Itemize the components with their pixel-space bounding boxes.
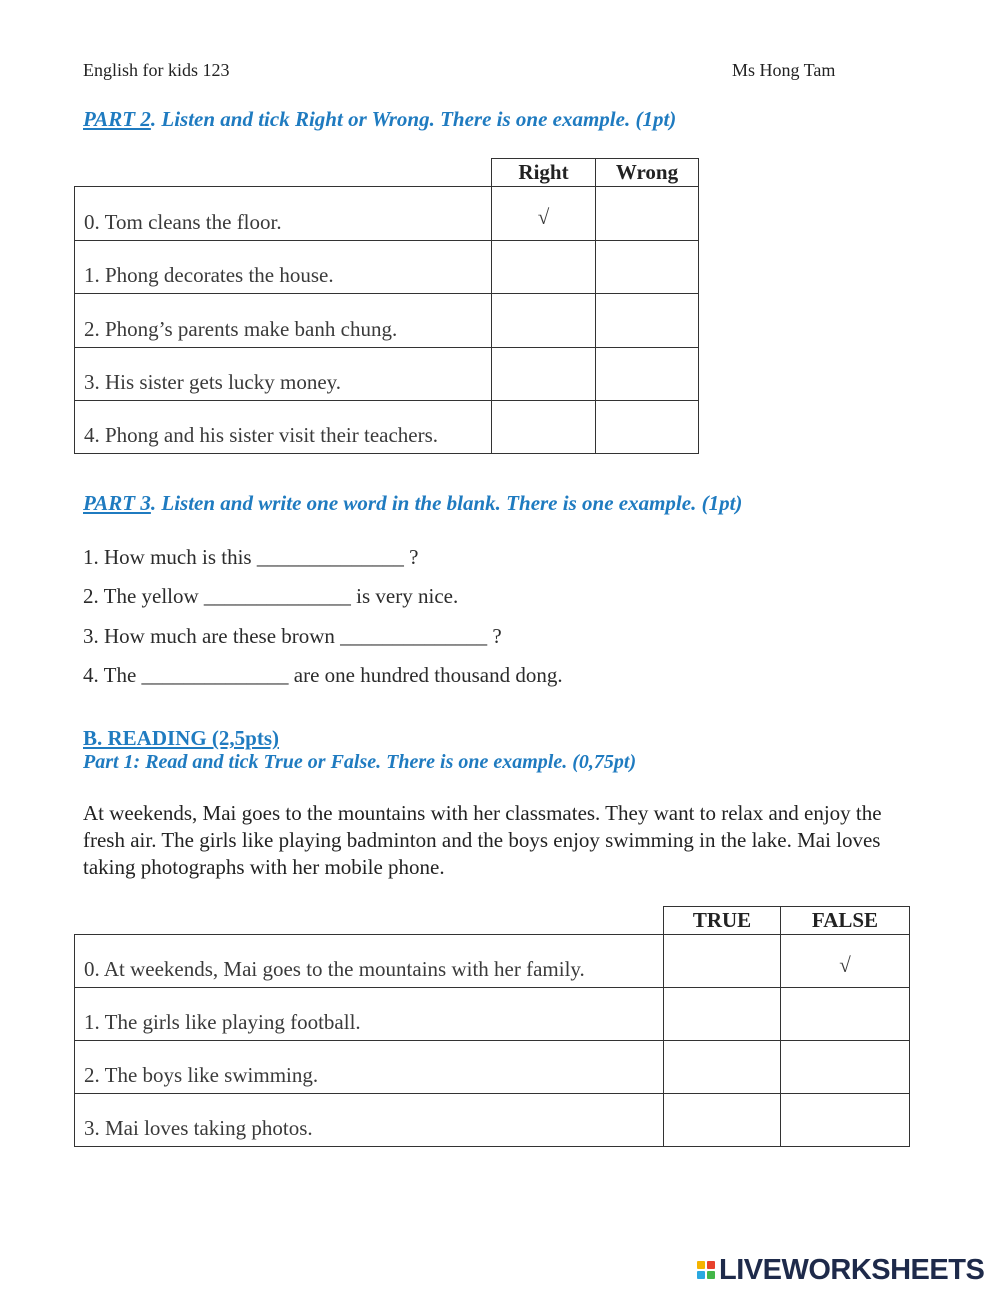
reading-row-2-true-cell[interactable] [664,1041,781,1094]
reading-row-0-text: 0. At weekends, Mai goes to the mountains with her family. [75,935,664,988]
reading-col-false: FALSE [781,907,910,935]
table-row [75,187,699,241]
header-left: English for kids 123 [83,60,230,80]
part2-heading-text: . Listen and tick Right or Wrong. There is one example. (1pt) [150,107,677,131]
reading-row-3-text: 3. Mai loves taking photos. [75,1094,664,1147]
part2-row-0-right-cell[interactable]: √ [492,187,596,241]
part2-row-4-text: 4. Phong and his sister visit their teachers. [75,401,492,454]
reading-row-1-true-cell[interactable] [664,988,781,1041]
part3-heading-label: PART 3 [83,491,151,515]
table-row [75,241,699,294]
reading-row-0-false-cell[interactable]: √ [781,935,910,988]
reading-row-2-false-cell[interactable] [781,1041,910,1094]
part2-col-right: Right [492,159,596,187]
part2-row-2-text: 2. Phong’s parents make banh chung. [75,294,492,348]
part2-header-blank [75,159,492,187]
part2-row-3-right-cell[interactable] [492,348,596,401]
part2-col-wrong: Wrong [596,159,699,187]
part3-question-1[interactable]: 1. How much is this ______________ ? [83,545,419,569]
reading-row-1-false-cell[interactable] [781,988,910,1041]
part2-heading-label: PART 2 [83,107,151,131]
reading-table [74,906,910,1147]
logo-text: LIVEWORKSHEETS [719,1253,985,1286]
reading-col-true: TRUE [664,907,781,935]
table-row [75,294,699,348]
logo-square-1 [697,1261,705,1269]
header-right: Ms Hong Tam [732,60,836,80]
part2-row-0-text: 0. Tom cleans the floor. [75,187,492,241]
part2-table [74,158,699,454]
part3-heading [83,491,742,516]
reading-header-blank [75,907,664,935]
part3-heading-text: . Listen and write one word in the blank. There is one example. (1pt) [150,491,743,515]
part2-row-0-wrong-cell[interactable] [596,187,699,241]
table-row [75,1041,910,1094]
reading-row-3-false-cell[interactable] [781,1094,910,1147]
logo-square-4 [707,1271,715,1279]
part3-question-3[interactable]: 3. How much are these brown ______________ ? [83,624,502,648]
part2-row-1-right-cell[interactable] [492,241,596,294]
table-row [75,1094,910,1147]
part2-row-2-wrong-cell[interactable] [596,294,699,348]
reading-row-0-true-cell[interactable] [664,935,781,988]
reading-paragraph: At weekends, Mai goes to the mountains with her classmates. They want to relax and enjoy the fresh air. The girls like playing badminton and the boys enjoy swimming in the lake. Mai loves taking photographs with her mobile phone. [83,801,882,879]
part2-row-2-right-cell[interactable] [492,294,596,348]
liveworksheets-logo[interactable] [697,1255,984,1285]
logo-square-2 [707,1261,715,1269]
table-row [75,988,910,1041]
part2-row-3-text: 3. His sister gets lucky money. [75,348,492,401]
reading-row-2-text: 2. The boys like swimming. [75,1041,664,1094]
table-row [75,401,699,454]
part2-row-3-wrong-cell[interactable] [596,348,699,401]
logo-grid-icon [697,1261,715,1279]
part2-row-1-text: 1. Phong decorates the house. [75,241,492,294]
reading-row-1-text: 1. The girls like playing football. [75,988,664,1041]
reading-title: B. READING (2,5pts) [83,726,280,750]
part3-question-4[interactable]: 4. The ______________ are one hundred thousand dong. [83,663,563,687]
reading-part1-heading: Part 1: Read and tick True or False. There is one example. (0,75pt) [83,751,637,773]
part2-header-row [75,159,699,187]
part3-question-2[interactable]: 2. The yellow ______________ is very nice. [83,584,459,608]
part2-heading [83,107,676,132]
part2-row-1-wrong-cell[interactable] [596,241,699,294]
reading-header-row [75,907,910,935]
part2-row-4-wrong-cell[interactable] [596,401,699,454]
logo-square-3 [697,1271,705,1279]
table-row [75,935,910,988]
table-row [75,348,699,401]
reading-row-3-true-cell[interactable] [664,1094,781,1147]
part2-row-4-right-cell[interactable] [492,401,596,454]
